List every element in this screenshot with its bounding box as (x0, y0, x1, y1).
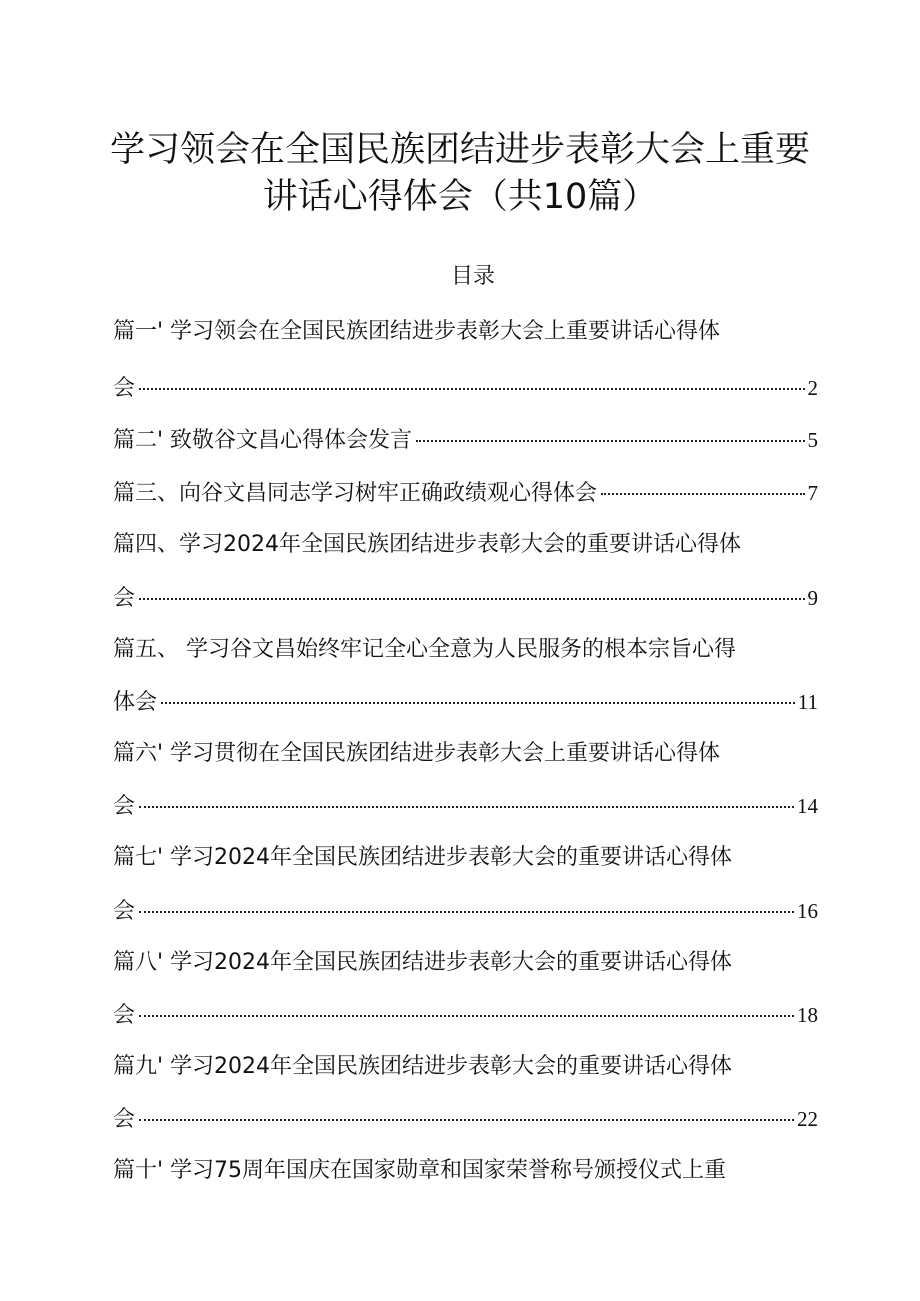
dot-leader (139, 598, 804, 600)
toc-entry-1-page: 2 (807, 376, 818, 400)
dot-leader (139, 911, 794, 913)
toc-entry-7-page: 16 (797, 899, 818, 923)
dot-leader (139, 806, 794, 808)
toc-entry-4-text-cont: 会 (113, 586, 136, 611)
dot-leader (139, 1119, 794, 1121)
toc-entry-5-leader[interactable] (113, 685, 818, 719)
dot-leader (601, 493, 804, 495)
toc-entry-1-text-cont: 会 (113, 376, 136, 401)
toc-entry-10-text: 篇十' 学习75周年国庆在国家勋章和国家荣誉称号颁授仪式上重 (113, 1158, 727, 1183)
toc-entry-8-title[interactable] (113, 946, 818, 980)
toc-entry-7-text: 篇七' 学习2024年全国民族团结进步表彰大会的重要讲话心得体 (113, 845, 733, 870)
toc-entry-10-title[interactable] (113, 1154, 818, 1188)
toc-entry-5-title[interactable] (113, 633, 818, 667)
toc-entry-6-text-cont: 会 (113, 794, 136, 819)
toc-entry-9-leader[interactable] (113, 1102, 818, 1136)
toc-entry-7-text-cont: 会 (113, 899, 136, 924)
toc-entry-6-title[interactable] (113, 737, 818, 771)
toc-entry-4-leader[interactable] (113, 581, 818, 615)
toc-entry-8-leader[interactable] (113, 998, 818, 1032)
toc-entry-2[interactable] (113, 423, 818, 457)
toc-entry-5-text-cont: 体会 (113, 690, 158, 715)
toc-entry-7-title[interactable] (113, 841, 818, 875)
toc-entry-2-page: 5 (807, 428, 818, 452)
toc-entry-3-text: 篇三、向谷文昌同志学习树牢正确政绩观心得体会 (113, 481, 598, 506)
toc-entry-8-text: 篇八' 学习2024年全国民族团结进步表彰大会的重要讲话心得体 (113, 950, 733, 975)
toc-entry-9-text: 篇九' 学习2024年全国民族团结进步表彰大会的重要讲话心得体 (113, 1054, 733, 1079)
toc-entry-4-page: 9 (807, 586, 818, 610)
toc-entry-6-page: 14 (797, 794, 818, 818)
toc-entry-1-leader[interactable] (113, 371, 818, 405)
toc-entry-9-title[interactable] (113, 1050, 818, 1084)
toc-heading: 目录 (450, 264, 495, 289)
toc-entry-8-text-cont: 会 (113, 1003, 136, 1028)
toc-entry-3[interactable] (113, 476, 818, 510)
toc-entry-5-page: 11 (797, 690, 818, 714)
toc-entry-8-page: 18 (797, 1003, 818, 1027)
toc-entry-3-page: 7 (807, 481, 818, 505)
toc-entry-4-title[interactable] (113, 528, 818, 562)
dot-leader (139, 1015, 794, 1017)
dot-leader (139, 388, 804, 390)
toc-entry-1-title[interactable] (113, 315, 818, 349)
toc-entry-7-leader[interactable] (113, 894, 818, 928)
toc-entry-9-page: 22 (797, 1107, 818, 1131)
toc-entry-6-text: 篇六' 学习贯彻在全国民族团结进步表彰大会上重要讲话心得体 (113, 741, 721, 766)
document-title-line-2: 讲话心得体会（共10篇） (262, 177, 658, 217)
toc-entry-9-text-cont: 会 (113, 1107, 136, 1132)
toc-entry-5-text: 篇五、 学习谷文昌始终牢记全心全意为人民服务的根本宗旨心得 (113, 637, 736, 662)
toc-entry-6-leader[interactable] (113, 789, 818, 823)
toc-entry-1-text: 篇一' 学习领会在全国民族团结进步表彰大会上重要讲话心得体 (113, 319, 721, 344)
toc-entry-4-text: 篇四、学习2024年全国民族团结进步表彰大会的重要讲话心得体 (113, 532, 741, 557)
dot-leader (161, 702, 795, 704)
dot-leader (416, 440, 804, 442)
document-title-line-1: 学习领会在全国民族团结进步表彰大会上重要 (109, 130, 810, 170)
toc-entry-2-text: 篇二' 致敬谷文昌心得体会发言 (113, 428, 413, 453)
